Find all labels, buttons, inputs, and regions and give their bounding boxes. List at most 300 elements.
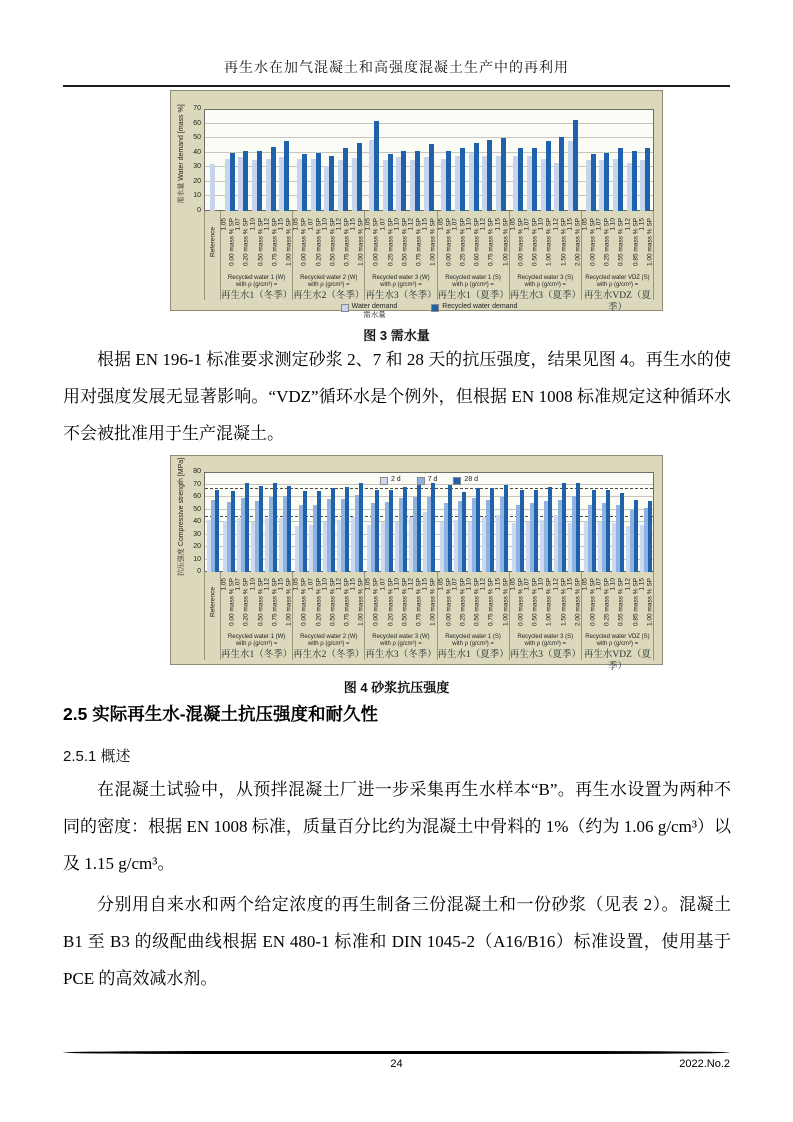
x-tick [480, 211, 494, 273]
y-tick-label: 30 [193, 530, 201, 538]
bar [562, 483, 566, 572]
bar-group [221, 109, 293, 300]
x-tick [510, 211, 524, 273]
x-tick-label: 1.07 0.20 mass % SP [307, 217, 322, 267]
x-tick-label: 1.15 1.00 mass % SP [349, 217, 365, 267]
group-label-en: Recycled water 1 (S) [445, 275, 501, 281]
legend-label: 7 d [427, 476, 438, 483]
x-tick [438, 572, 452, 632]
x-tick-label: 1.10 0.50 mass % SP [249, 217, 264, 267]
bar-pair [237, 483, 249, 572]
group-label-zh: 再生水3（夏季） [509, 291, 581, 301]
bar [401, 151, 406, 211]
bar [573, 120, 578, 211]
bar [462, 492, 466, 572]
x-tick [639, 572, 653, 632]
bar [429, 144, 434, 211]
y-tick-label: 60 [193, 119, 201, 127]
group-label-en: Recycled water 3 (S) [517, 275, 574, 281]
bar [520, 490, 524, 572]
bar-pair [337, 487, 349, 572]
y-tick-label: 70 [193, 105, 201, 112]
bar-group [293, 472, 365, 660]
legend-label-en: Water demand [351, 303, 398, 310]
x-tick [494, 572, 508, 632]
bar-pair [541, 141, 551, 211]
x-tick [264, 211, 278, 273]
y-axis-label-text: 抗压强度 Compressive strength [MPa] [177, 457, 185, 577]
group-label-en2: with ρ (g/cm³) = [380, 641, 422, 647]
bar [287, 486, 291, 572]
y-tick-label: 30 [193, 163, 201, 171]
y-tick-label: 50 [193, 134, 201, 142]
x-tick [293, 572, 307, 632]
group-bars [221, 109, 293, 211]
x-tick [293, 211, 307, 273]
group-label [582, 273, 654, 313]
bar [259, 486, 263, 572]
y-tick-label: 0 [197, 207, 201, 214]
group-label [438, 273, 510, 300]
group-label [221, 273, 293, 300]
bar-pair [351, 483, 363, 572]
x-tick-label: 1.10 0.50 mass % SP [249, 577, 264, 627]
x-tick [596, 211, 610, 273]
bar [357, 143, 362, 211]
group-bars [582, 109, 654, 211]
group-label-en: Recycled water 2 (W) [300, 275, 358, 281]
x-tick-label: 1.15 1.00 mass % SP [349, 577, 365, 627]
group-label-en2: with ρ (g/cm³) = [307, 641, 350, 647]
x-tick [235, 211, 249, 273]
plot-region [204, 462, 654, 672]
bar-pair [297, 154, 307, 211]
x-tick-label: 1.12 1.50 mass % SP [552, 577, 567, 627]
x-tick-label: 1.05 0.00 mass % SP [437, 577, 452, 627]
x-tick-label: 1.10 0.55 mass % SP [609, 577, 625, 627]
x-tick-label: 1.10 0.60 mass % SP [465, 217, 481, 267]
group-label-zh: 再生水1（冬季） [221, 291, 293, 301]
x-tick [510, 572, 524, 632]
group-label-en: Recycled water 3 (W) [372, 275, 430, 281]
x-tick [205, 572, 220, 632]
y-axis-label [174, 97, 187, 211]
bar-pair [612, 493, 624, 572]
x-tick-label: 1.12 0.85 mass % SP [624, 577, 639, 627]
bar [476, 488, 480, 572]
bar-pair [554, 483, 566, 572]
x-tick [452, 211, 466, 273]
x-tick-label: 1.05 0.00 mass % SP [220, 217, 236, 267]
y-tick-label: 20 [193, 177, 201, 185]
group-label-en2: with ρ (g/cm³) = [452, 282, 494, 288]
bar-groups [204, 462, 654, 672]
bar [460, 148, 465, 211]
legend-swatch [341, 304, 349, 312]
section-heading-2-5: 2.5 实际再生水-混凝土抗压强度和耐久性 [63, 704, 379, 724]
y-tick-label: 80 [193, 468, 201, 475]
group-label [365, 632, 437, 660]
page-header-title: 再生水在加气混凝土和高强度混凝土生产中的再利用 [224, 61, 569, 76]
x-tick-label: 1.05 0.00 mass % SP [364, 217, 380, 267]
y-tick-label: 20 [193, 543, 201, 550]
group-tick-labels [365, 211, 437, 273]
group-tick-labels [204, 211, 221, 273]
bar-pair [468, 488, 480, 572]
bar-pair [568, 120, 578, 211]
bar-pair [568, 483, 580, 572]
group-tick-labels [438, 572, 510, 632]
group-label-zh: 再生水VDZ（夏季） [583, 291, 651, 313]
x-tick-label: 1.05 0.00 mass % SP [220, 577, 236, 627]
legend-label-zh: 需水量 [363, 310, 386, 319]
x-tick-label: Reference [208, 227, 216, 257]
x-tick [466, 572, 480, 632]
bar [490, 488, 494, 572]
bar [273, 483, 277, 572]
bar [501, 138, 506, 211]
x-tick-label: 1.05 0.00 mass % SP [437, 217, 452, 267]
x-tick [422, 572, 436, 632]
legend-label: 28 d [464, 476, 479, 483]
bar [576, 483, 580, 572]
bar [548, 487, 552, 572]
group-label-en: Recycled water VDZ (S) [585, 634, 650, 640]
bar [606, 490, 610, 572]
y-tick-label: 40 [193, 518, 201, 525]
bar [604, 153, 609, 211]
group-label [204, 632, 221, 660]
bar [331, 488, 335, 572]
group-label [293, 632, 365, 660]
x-tick [625, 211, 639, 273]
x-tick [264, 572, 278, 632]
x-tick-label: 1.15 1.00 mass % SP [638, 217, 653, 267]
x-tick-label: 1.15 1.00 mass % SP [421, 577, 437, 627]
bar [329, 156, 334, 211]
bar-pair [626, 500, 638, 573]
bar-group [581, 109, 654, 313]
group-label [438, 632, 510, 660]
bar [534, 490, 538, 572]
bar [417, 485, 421, 573]
x-tick [524, 211, 538, 273]
x-tick [480, 572, 494, 632]
group-tick-labels [221, 211, 293, 273]
x-tick-label: 1.12 0.75 mass % SP [407, 217, 423, 267]
group-label-en: Recycled water 3 (W) [372, 634, 430, 640]
group-label-zh: 再生水1（夏季） [437, 291, 509, 301]
bar [546, 141, 551, 211]
x-tick-label: 1.07 0.25 mass % SP [451, 577, 466, 627]
bar-pair [367, 490, 379, 572]
group-tick-labels [510, 211, 582, 273]
bar-pair [423, 483, 435, 572]
figure3-caption: 图 3 需水量 [363, 328, 430, 343]
y-tick-label: 70 [193, 480, 201, 488]
bar-group [438, 472, 510, 660]
legend-label [352, 303, 398, 319]
group-label-en2: with ρ (g/cm³) = [524, 641, 567, 647]
x-tick-label: 1.12 0.75 mass % SP [335, 577, 350, 627]
x-tick-label: 1.10 0.56 mass % SP [465, 577, 481, 627]
bar [487, 140, 492, 211]
bar-pair [409, 485, 421, 573]
bar [634, 500, 638, 573]
bar-pair [369, 121, 379, 211]
bar [592, 490, 596, 572]
x-tick-label: 1.05 0.00 mass % SP [581, 217, 596, 267]
bar-group [204, 472, 221, 660]
x-tick [582, 211, 596, 273]
group-tick-labels [293, 211, 365, 273]
bar-pair [210, 164, 215, 211]
y-tick-label: 50 [193, 505, 201, 513]
group-label [365, 273, 437, 300]
group-tick-labels [582, 572, 654, 632]
bar [257, 151, 262, 211]
bar-pair [584, 490, 596, 572]
bar-pair [279, 141, 289, 211]
x-tick-label: 1.07 0.20 mass % SP [234, 577, 250, 627]
x-tick-label: 1.05 0.00 mass % SP [581, 577, 596, 627]
x-tick [408, 211, 422, 273]
bar-group [293, 109, 365, 300]
bar [230, 153, 235, 211]
bar-pair [324, 156, 334, 211]
x-tick [307, 572, 321, 632]
bar-pair [496, 485, 508, 573]
bar [210, 164, 215, 211]
x-tick-label: 1.10 0.55 mass % SP [609, 217, 625, 267]
x-tick-label: 1.07 0.50 mass % SP [523, 217, 539, 267]
legend-item [431, 303, 517, 312]
bar-pair [613, 148, 623, 211]
group-label-en2: with ρ (g/cm³) = [524, 282, 567, 288]
bar-pair [207, 490, 219, 572]
bar-pair [352, 143, 362, 211]
bar [648, 501, 652, 572]
chart-body [171, 456, 662, 672]
bar-pair [482, 140, 492, 211]
group-bars [438, 472, 510, 572]
bar-pair [441, 151, 451, 211]
x-tick-label: 1.07 0.20 mass % SP [379, 577, 394, 627]
bar-pair [251, 486, 263, 572]
x-tick [610, 572, 624, 632]
legend-label [442, 303, 517, 311]
bar [632, 151, 637, 211]
footer-page-number: 24 [390, 1058, 403, 1070]
x-tick-label: 1.07 0.20 mass % SP [234, 217, 250, 267]
x-tick [538, 211, 552, 273]
x-tick-label: 1.10 0.50 mass % SP [321, 217, 336, 267]
x-tick-label: 1.15 1.00 mass % SP [421, 217, 437, 267]
x-tick-label: 1.15 1.00 mass % SP [494, 217, 509, 267]
subsection-heading-2-5-1: 2.5.1 概述 [63, 748, 131, 765]
group-label-zh: 再生水1（夏季） [437, 650, 509, 660]
group-label-zh: 再生水3（夏季） [509, 650, 581, 660]
bar-pair [640, 501, 652, 572]
x-tick-label: 1.15 1.00 mass % SP [277, 217, 293, 267]
x-tick-label: 1.12 0.75 mass % SP [407, 577, 423, 627]
x-tick [494, 211, 508, 273]
bar-pair [223, 491, 235, 572]
bar-pair [410, 151, 420, 211]
paragraph-mix-design: 分别用自来水和两个给定浓度的再生制备三份混凝土和一份砂浆（见表 2）。混凝土 B1 至 B3 的级配曲线根据 EN 480-1 标准和 DIN 1045-2（A16/B16）标准设置，使用基于 PCE 的高效减水剂。 [63, 895, 731, 988]
group-tick-labels [582, 211, 654, 273]
x-tick [205, 211, 220, 273]
x-tick-label: 1.07 0.50 mass % SP [523, 577, 539, 627]
x-tick [278, 211, 292, 273]
group-label-en2: with ρ (g/cm³) = [452, 641, 494, 647]
group-bars [204, 109, 221, 211]
x-tick [380, 211, 394, 273]
bar-pair [513, 148, 523, 211]
group-label-en: Recycled water VDZ (S) [585, 275, 650, 281]
bar-pair [266, 147, 276, 211]
x-tick-label: 1.05 0.00 mass % SP [292, 577, 308, 627]
x-tick [278, 572, 292, 632]
x-tick [322, 211, 336, 273]
bar-pair [454, 492, 466, 572]
group-label-zh: 再生水2（冬季） [293, 291, 365, 301]
bar-pair [396, 151, 406, 211]
bar-group [510, 109, 582, 300]
group-bars [221, 472, 293, 572]
bar [316, 153, 321, 211]
x-tick-label: 1.12 0.85 mass % SP [624, 217, 639, 267]
group-label-en: Recycled water 1 (W) [227, 275, 286, 281]
bar [474, 143, 479, 211]
bar [215, 490, 219, 572]
group-bars [510, 472, 582, 572]
bar-pair [323, 488, 335, 572]
header-rule [63, 85, 730, 87]
x-tick [438, 211, 452, 273]
bar [302, 154, 307, 211]
bar [645, 148, 650, 211]
x-tick [524, 572, 538, 632]
bar-pair [311, 153, 321, 211]
bar [243, 151, 248, 211]
bar [618, 148, 623, 211]
x-tick-label: 1.05 0.00 mass % SP [292, 217, 308, 267]
x-tick [350, 211, 364, 273]
bar-pair [526, 490, 538, 572]
bar-pair [540, 487, 552, 572]
group-tick-labels [510, 572, 582, 632]
group-label-zh: 再生水VDZ（夏季） [583, 650, 651, 672]
x-tick-label: 1.10 0.50 mass % SP [393, 217, 408, 267]
x-tick-label: 1.10 0.50 mass % SP [321, 577, 336, 627]
bar-pair [309, 491, 321, 572]
x-tick [625, 572, 639, 632]
x-tick-label: 1.05 0.00 mass % SP [364, 577, 380, 627]
x-tick [552, 211, 566, 273]
x-tick [567, 211, 581, 273]
group-label-en2: with ρ (g/cm³) = [235, 282, 278, 288]
bar-pair [455, 148, 465, 211]
group-label-en: Recycled water 1 (W) [227, 634, 286, 640]
paragraph-strength-results: 根据 EN 196-1 标准要求测定砂浆 2、7 和 28 天的抗压强度，结果见图 4。再生水的使用对强度发展无显著影响。“VDZ”循环水是个例外，但根据 EN 1008 标准规定这种循环水不会被批准用于生产混凝土。 [63, 350, 731, 443]
group-tick-labels [204, 572, 221, 632]
y-tick-label: 40 [193, 148, 201, 156]
bar-pair [440, 485, 452, 572]
bar-group [365, 109, 437, 300]
x-tick [249, 211, 263, 273]
bar-pair [598, 490, 610, 572]
x-tick [221, 211, 235, 273]
group-label [221, 632, 293, 660]
group-label-en: Recycled water 1 (S) [445, 634, 501, 640]
bar-pair [469, 143, 479, 211]
bar [345, 487, 349, 572]
bar [303, 491, 307, 572]
x-tick [394, 211, 408, 273]
x-tick-label: 1.12 0.75 mass % SP [479, 577, 495, 627]
x-tick [350, 572, 364, 632]
legend-label: 2 d [390, 476, 401, 483]
x-tick-label: 1.15 1.00 mass % SP [638, 577, 653, 627]
x-tick-label: 1.12 0.75 mass % SP [263, 577, 278, 627]
bar-pair [295, 491, 307, 572]
bar [231, 491, 235, 572]
x-tick [365, 211, 379, 273]
x-tick [466, 211, 480, 273]
group-label-en2: with ρ (g/cm³) = [596, 282, 639, 288]
x-tick-label: 1.15 1.00 mass % SP [494, 577, 509, 627]
x-tick [408, 572, 422, 632]
x-tick-label: 1.05 0.00 mass % SP [509, 217, 524, 267]
x-tick-label: 1.07 0.20 mass % SP [307, 577, 322, 627]
x-tick-label: 1.12 0.75 mass % SP [335, 217, 350, 267]
bar [448, 485, 452, 572]
group-label [510, 632, 582, 660]
x-tick [538, 572, 552, 632]
x-tick [365, 572, 379, 632]
bar [343, 148, 348, 211]
x-tick [235, 572, 249, 632]
bar [504, 485, 508, 573]
footer-rule [63, 1051, 730, 1054]
bar [359, 483, 363, 572]
group-label [582, 632, 654, 672]
group-label [204, 273, 221, 300]
bar [403, 487, 407, 572]
group-label-zh: 再生水3（冬季） [365, 291, 437, 301]
bar-pair [527, 148, 537, 211]
footer-issue-label: 2022.No.2 [679, 1058, 730, 1070]
bar-pair [252, 151, 262, 211]
bar [388, 154, 393, 211]
y-axis-label [174, 457, 187, 577]
x-tick-label: 1.10 1.00 mass % SP [537, 217, 553, 267]
x-tick [307, 211, 321, 273]
figure4-caption: 图 4 砂浆抗压强度 [343, 680, 450, 695]
group-bars [293, 472, 365, 572]
bar-pair [395, 487, 407, 572]
x-tick-label: 1.12 1.50 mass % SP [552, 217, 567, 267]
y-tick-label: 60 [193, 493, 201, 500]
bar-pair [599, 153, 609, 211]
bar [317, 491, 321, 572]
bar [446, 151, 451, 211]
bar-pair [586, 154, 596, 211]
group-bars [365, 109, 437, 211]
x-tick-label: 1.10 1.00 mass % SP [537, 577, 553, 627]
x-tick-label: 1.07 0.25 mass % SP [595, 577, 611, 627]
